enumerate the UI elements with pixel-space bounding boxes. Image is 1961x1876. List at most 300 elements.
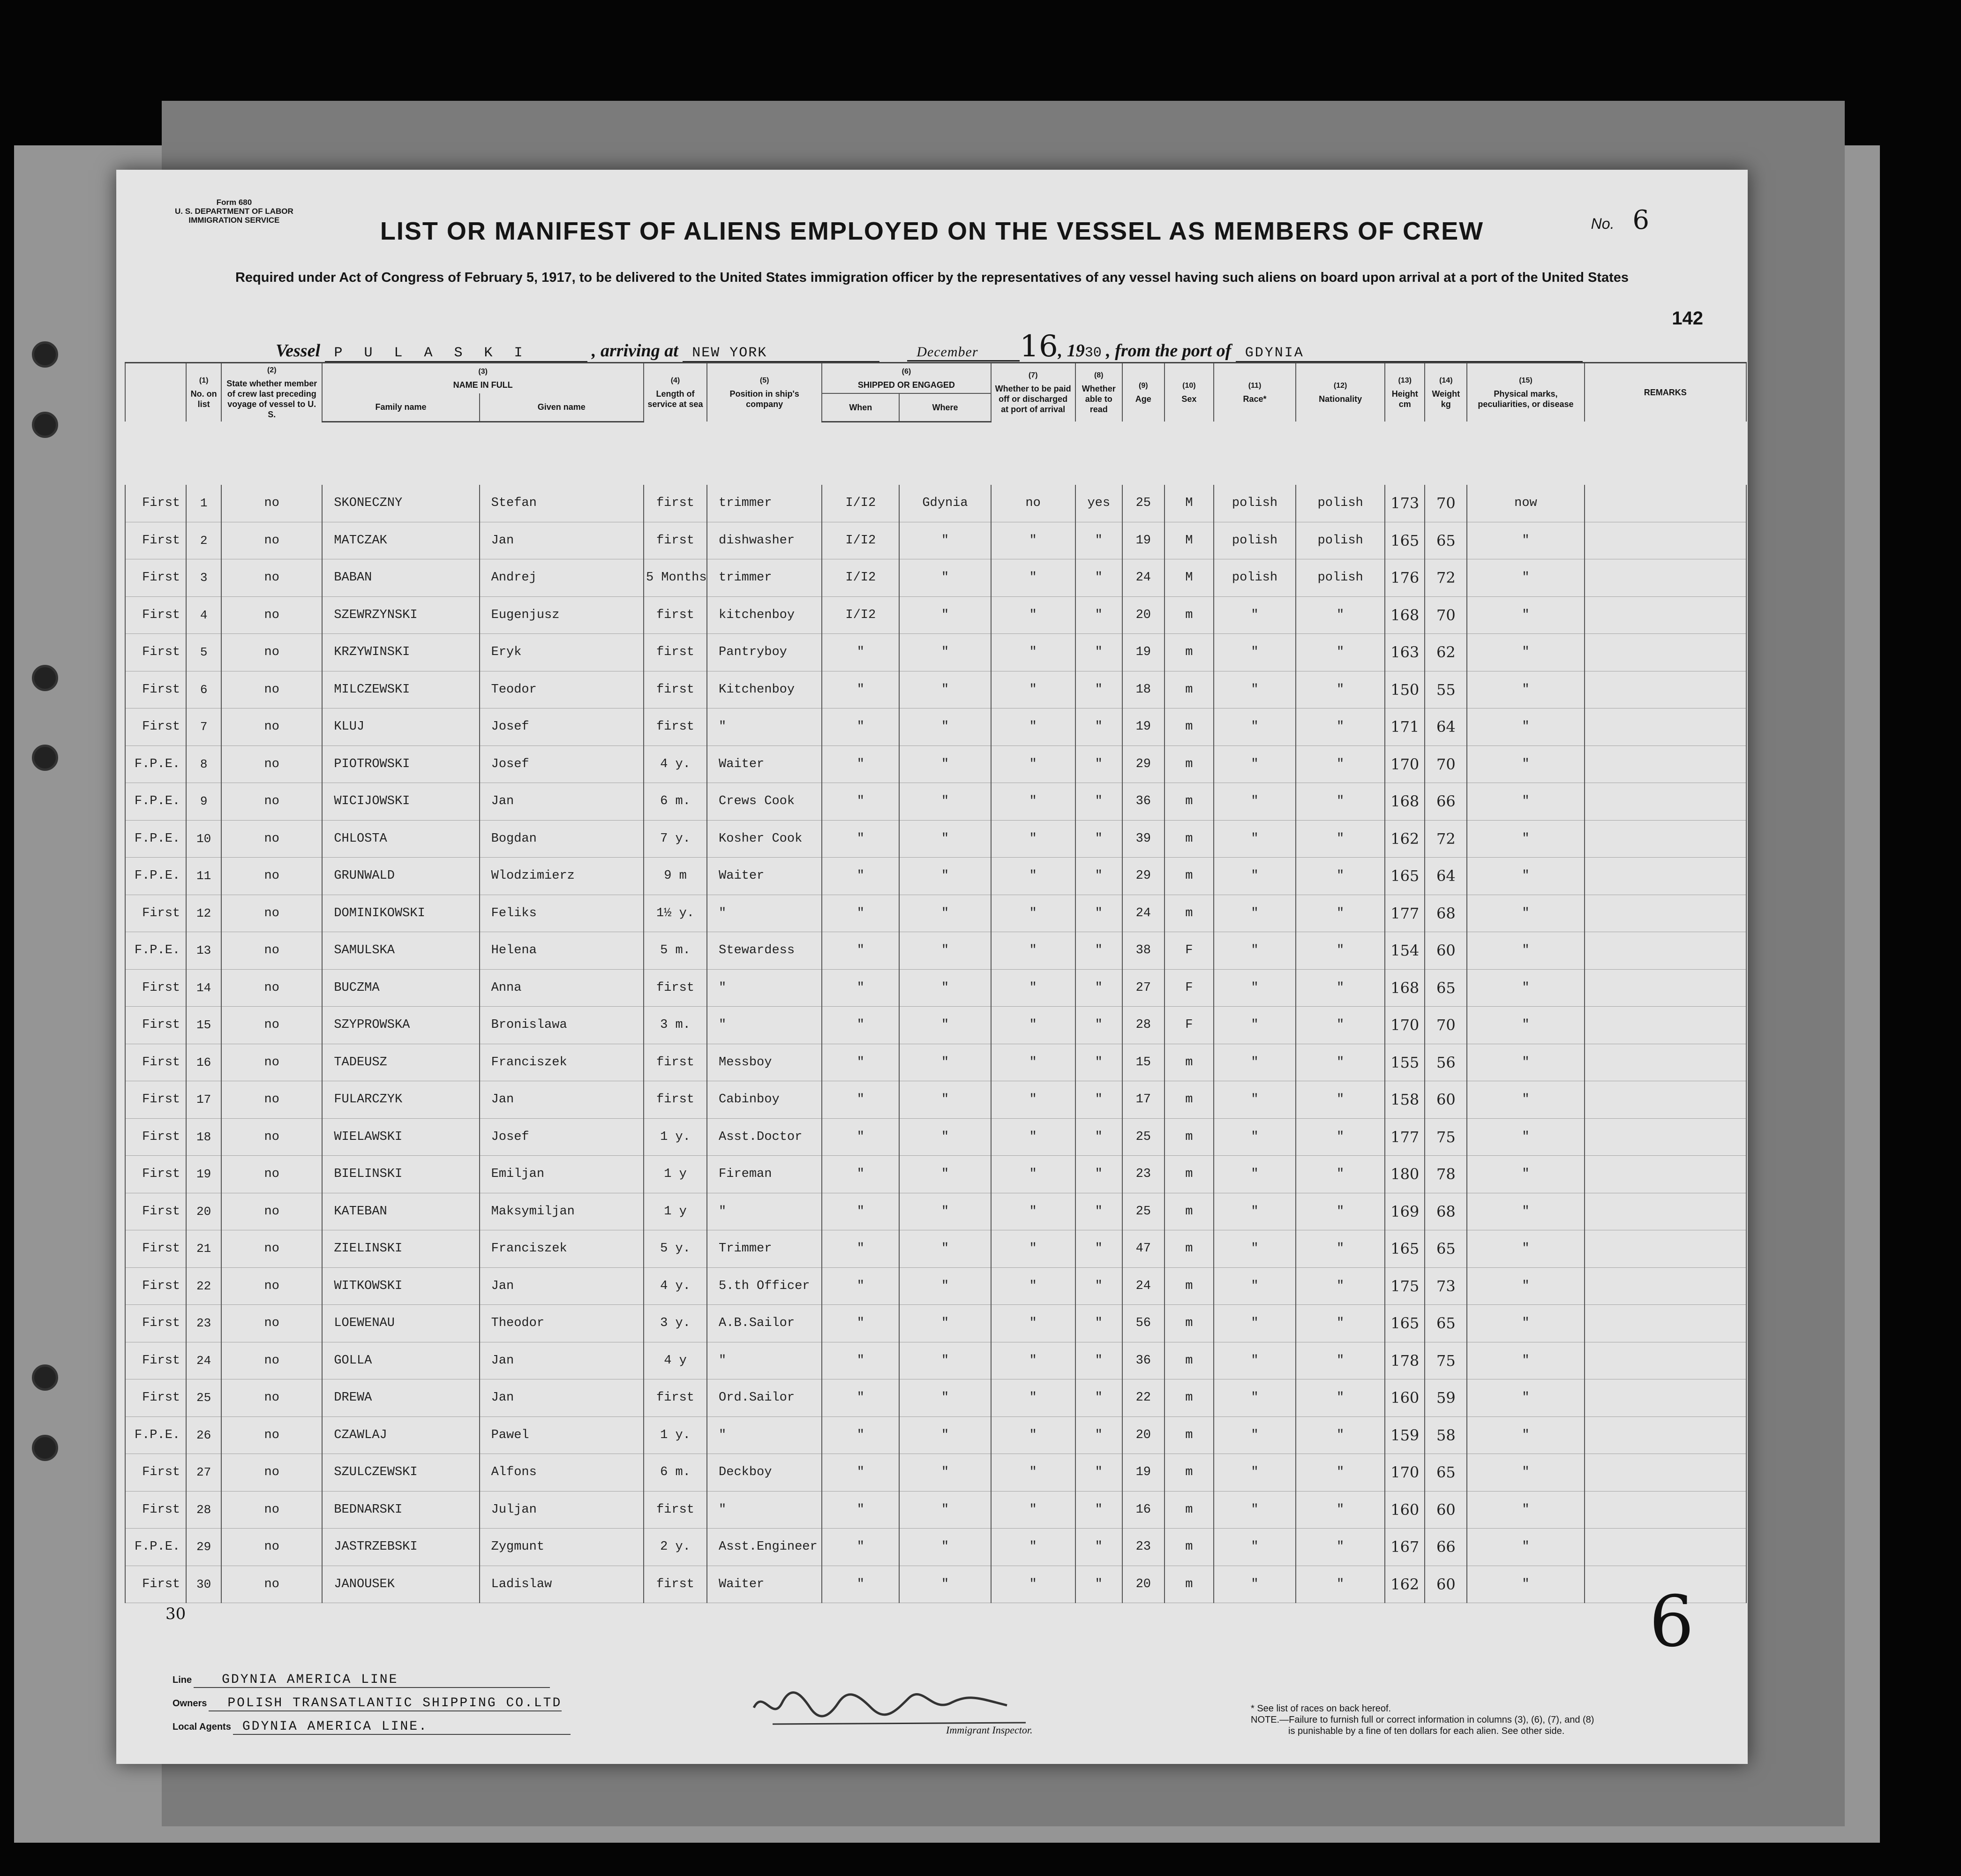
position-cell: Waiter: [707, 746, 822, 783]
paid-off-cell: ": [991, 559, 1075, 597]
given-name-cell: Josef: [480, 1118, 644, 1156]
race-cell: ": [1214, 596, 1296, 634]
previous-voyage-cell: no: [221, 1454, 322, 1492]
family-name-cell: BABAN: [322, 559, 479, 597]
weight-cell: 56: [1425, 1044, 1467, 1081]
age-cell: 15: [1122, 1044, 1165, 1081]
shipped-where-cell: ": [899, 895, 991, 932]
year-suffix: 30: [1084, 345, 1102, 361]
weight-cell: 65: [1425, 1305, 1467, 1342]
class-cell: First: [125, 1491, 186, 1529]
row-number-cell: 24: [186, 1342, 221, 1379]
position-cell: Kitchenboy: [707, 671, 822, 708]
row-number-cell: 26: [186, 1416, 221, 1454]
nationality-cell: ": [1296, 1193, 1385, 1230]
given-name-cell: Maksymiljan: [480, 1193, 644, 1230]
position-cell: Kosher Cook: [707, 820, 822, 858]
age-cell: 23: [1122, 1156, 1165, 1193]
nationality-cell: ": [1296, 969, 1385, 1007]
owners-field: [173, 1696, 562, 1711]
paid-off-cell: ": [991, 1044, 1075, 1081]
crew-row: [125, 1379, 1746, 1417]
crew-row: [125, 1007, 1746, 1044]
nationality-cell: ": [1296, 932, 1385, 970]
service-length-cell: first: [644, 1566, 707, 1603]
shipped-when-cell: ": [822, 932, 899, 970]
given-name-cell: Wlodzimierz: [480, 858, 644, 895]
race-cell: ": [1214, 820, 1296, 858]
service-length-cell: 5 m.: [644, 932, 707, 970]
previous-voyage-cell: no: [221, 1230, 322, 1268]
year-prefix: , 19: [1058, 341, 1085, 361]
able-to-read-cell: ": [1075, 783, 1122, 821]
service-line: IMMIGRATION SERVICE: [188, 216, 280, 225]
header-when: When: [822, 393, 899, 422]
class-cell: F.P.E.: [125, 858, 186, 895]
position-cell: kitchenboy: [707, 596, 822, 634]
shipped-when-cell: ": [822, 671, 899, 708]
service-length-cell: first: [644, 1081, 707, 1119]
row-number-cell: 2: [186, 522, 221, 559]
age-cell: 19: [1122, 708, 1165, 746]
race-cell: ": [1214, 1230, 1296, 1268]
family-name-cell: WIELAWSKI: [322, 1118, 479, 1156]
able-to-read-cell: ": [1075, 1230, 1122, 1268]
weight-cell: 65: [1425, 969, 1467, 1007]
row-number-cell: 11: [186, 858, 221, 895]
position-cell: Ord.Sailor: [707, 1379, 822, 1417]
height-cell: 177: [1385, 895, 1425, 932]
count-annotation: 30: [165, 1605, 186, 1623]
row-number-cell: 21: [186, 1230, 221, 1268]
previous-voyage-cell: no: [221, 1007, 322, 1044]
shipped-where-cell: ": [899, 783, 991, 821]
weight-cell: 65: [1425, 522, 1467, 559]
line-field: [173, 1673, 550, 1688]
age-cell: 25: [1122, 1193, 1165, 1230]
crew-row: [125, 1156, 1746, 1193]
margin-annotation-six: 6: [1649, 1581, 1694, 1663]
family-name-cell: GRUNWALD: [322, 858, 479, 895]
header-previous-voyage: (2) State whether member of crew last preceding voyage of vessel to U. S.: [221, 363, 322, 422]
inspector-label: Immigrant Inspector.: [946, 1724, 1033, 1736]
remarks-cell: [1585, 1416, 1746, 1454]
given-name-cell: Franciszek: [480, 1230, 644, 1268]
physical-marks-cell: ": [1467, 1566, 1584, 1603]
weight-cell: 65: [1425, 1454, 1467, 1492]
race-cell: ": [1214, 1267, 1296, 1305]
family-name-cell: JASTRZEBSKI: [322, 1529, 479, 1566]
paid-off-cell: ": [991, 932, 1075, 970]
given-name-cell: Jan: [480, 522, 644, 559]
class-cell: First: [125, 671, 186, 708]
race-cell: ": [1214, 1156, 1296, 1193]
crew-row: [125, 1491, 1746, 1529]
position-cell: Crews Cook: [707, 783, 822, 821]
shipped-when-cell: ": [822, 783, 899, 821]
weight-cell: 55: [1425, 671, 1467, 708]
age-cell: 39: [1122, 820, 1165, 858]
race-cell: ": [1214, 1305, 1296, 1342]
height-cell: 159: [1385, 1416, 1425, 1454]
sex-cell: m: [1165, 1416, 1214, 1454]
age-cell: 25: [1122, 1118, 1165, 1156]
family-name-cell: WICIJOWSKI: [322, 783, 479, 821]
nationality-cell: ": [1296, 1529, 1385, 1566]
service-length-cell: first: [644, 634, 707, 671]
weight-cell: 65: [1425, 1230, 1467, 1268]
given-name-cell: Jan: [480, 1081, 644, 1119]
crew-row: [125, 746, 1746, 783]
sex-cell: m: [1165, 1529, 1214, 1566]
sex-cell: M: [1165, 485, 1214, 522]
weight-cell: 68: [1425, 1193, 1467, 1230]
previous-voyage-cell: no: [221, 1267, 322, 1305]
class-cell: First: [125, 634, 186, 671]
physical-marks-cell: ": [1467, 708, 1584, 746]
previous-voyage-cell: no: [221, 559, 322, 597]
paid-off-cell: ": [991, 1454, 1075, 1492]
nationality-cell: ": [1296, 634, 1385, 671]
shipped-when-cell: ": [822, 1566, 899, 1603]
service-length-cell: 1 y: [644, 1156, 707, 1193]
position-cell: ": [707, 1342, 822, 1379]
physical-marks-cell: ": [1467, 1081, 1584, 1119]
race-cell: ": [1214, 1007, 1296, 1044]
class-cell: First: [125, 559, 186, 597]
agents-label: Local Agents: [173, 1722, 231, 1732]
class-cell: First: [125, 708, 186, 746]
shipped-when-cell: ": [822, 969, 899, 1007]
races-note: * See list of races on back hereof.: [1251, 1703, 1391, 1714]
shipped-where-cell: ": [899, 858, 991, 895]
given-name-cell: Stefan: [480, 485, 644, 522]
position-cell: ": [707, 969, 822, 1007]
service-length-cell: 5 y.: [644, 1230, 707, 1268]
service-length-cell: first: [644, 1044, 707, 1081]
height-cell: 167: [1385, 1529, 1425, 1566]
position-cell: ": [707, 1416, 822, 1454]
remarks-cell: [1585, 1156, 1746, 1193]
height-cell: 180: [1385, 1156, 1425, 1193]
race-cell: ": [1214, 1193, 1296, 1230]
able-to-read-cell: ": [1075, 746, 1122, 783]
paid-off-cell: ": [991, 1118, 1075, 1156]
crew-row: [125, 1193, 1746, 1230]
family-name-cell: PIOTROWSKI: [322, 746, 479, 783]
age-cell: 29: [1122, 858, 1165, 895]
nationality-cell: ": [1296, 783, 1385, 821]
remarks-cell: [1585, 1193, 1746, 1230]
sex-cell: F: [1165, 932, 1214, 970]
service-length-cell: 4 y: [644, 1342, 707, 1379]
shipped-where-cell: ": [899, 1267, 991, 1305]
age-cell: 38: [1122, 932, 1165, 970]
weight-cell: 72: [1425, 559, 1467, 597]
nationality-cell: polish: [1296, 559, 1385, 597]
document-subtitle: Required under Act of Congress of February 5, 1917, to be delivered to the United States immigration officer by the representatives of any vessel having such aliens on board upon arrival at a port of the United States: [235, 270, 1629, 285]
service-length-cell: first: [644, 596, 707, 634]
given-name-cell: Eryk: [480, 634, 644, 671]
family-name-cell: SZEWRZYNSKI: [322, 596, 479, 634]
given-name-cell: Teodor: [480, 671, 644, 708]
arrival-port: NEW YORK: [683, 345, 879, 362]
race-cell: polish: [1214, 559, 1296, 597]
row-number-cell: 1: [186, 485, 221, 522]
shipped-when-cell: ": [822, 1305, 899, 1342]
race-cell: ": [1214, 783, 1296, 821]
position-cell: dishwasher: [707, 522, 822, 559]
family-name-cell: KRZYWINSKI: [322, 634, 479, 671]
shipped-where-cell: ": [899, 969, 991, 1007]
previous-voyage-cell: no: [221, 1342, 322, 1379]
given-name-cell: Jan: [480, 1379, 644, 1417]
header-shipped-or-engaged: (6) SHIPPED OR ENGAGED: [822, 363, 991, 394]
height-cell: 168: [1385, 596, 1425, 634]
able-to-read-cell: ": [1075, 1305, 1122, 1342]
physical-marks-cell: ": [1467, 895, 1584, 932]
weight-cell: 60: [1425, 1491, 1467, 1529]
paid-off-cell: ": [991, 1193, 1075, 1230]
sex-cell: m: [1165, 1118, 1214, 1156]
race-cell: ": [1214, 895, 1296, 932]
row-number-cell: 3: [186, 559, 221, 597]
weight-cell: 66: [1425, 783, 1467, 821]
shipped-when-cell: ": [822, 1454, 899, 1492]
able-to-read-cell: ": [1075, 708, 1122, 746]
race-cell: ": [1214, 969, 1296, 1007]
weight-cell: 60: [1425, 1566, 1467, 1603]
physical-marks-cell: ": [1467, 1007, 1584, 1044]
manifest-number-value: 6: [1632, 205, 1649, 235]
paid-off-cell: no: [991, 485, 1075, 522]
binder-hole: [32, 1364, 58, 1391]
shipped-when-cell: I/I2: [822, 559, 899, 597]
shipped-where-cell: ": [899, 1118, 991, 1156]
remarks-cell: [1585, 1044, 1746, 1081]
crew-row: [125, 596, 1746, 634]
position-cell: Waiter: [707, 1566, 822, 1603]
binder-hole: [32, 341, 58, 368]
position-cell: ": [707, 708, 822, 746]
height-cell: 165: [1385, 858, 1425, 895]
able-to-read-cell: ": [1075, 1566, 1122, 1603]
given-name-cell: Andrej: [480, 559, 644, 597]
given-name-cell: Feliks: [480, 895, 644, 932]
paid-off-cell: ": [991, 1416, 1075, 1454]
crew-row: [125, 522, 1746, 559]
physical-marks-cell: ": [1467, 596, 1584, 634]
age-cell: 20: [1122, 1566, 1165, 1603]
class-cell: First: [125, 1267, 186, 1305]
line-value: GDYNIA AMERICA LINE: [194, 1673, 550, 1688]
service-length-cell: 4 y.: [644, 1267, 707, 1305]
previous-voyage-cell: no: [221, 1156, 322, 1193]
crew-row: [125, 1081, 1746, 1119]
paid-off-cell: ": [991, 671, 1075, 708]
physical-marks-cell: ": [1467, 858, 1584, 895]
physical-marks-cell: ": [1467, 634, 1584, 671]
class-cell: F.P.E.: [125, 1529, 186, 1566]
binder-hole: [32, 745, 58, 771]
nationality-cell: ": [1296, 671, 1385, 708]
row-number-cell: 4: [186, 596, 221, 634]
remarks-cell: [1585, 969, 1746, 1007]
service-length-cell: first: [644, 485, 707, 522]
crew-row: [125, 1529, 1746, 1566]
previous-voyage-cell: no: [221, 485, 322, 522]
position-cell: Deckboy: [707, 1454, 822, 1492]
header-age: (9) Age: [1122, 363, 1165, 422]
previous-voyage-cell: no: [221, 895, 322, 932]
crew-row: [125, 969, 1746, 1007]
able-to-read-cell: ": [1075, 1416, 1122, 1454]
shipped-when-cell: ": [822, 858, 899, 895]
sex-cell: m: [1165, 708, 1214, 746]
height-cell: 150: [1385, 671, 1425, 708]
weight-cell: 60: [1425, 1081, 1467, 1119]
given-name-cell: Franciszek: [480, 1044, 644, 1081]
shipped-where-cell: Gdynia: [899, 485, 991, 522]
previous-voyage-cell: no: [221, 596, 322, 634]
shipped-when-cell: ": [822, 895, 899, 932]
race-cell: ": [1214, 1454, 1296, 1492]
paid-off-cell: ": [991, 895, 1075, 932]
able-to-read-cell: ": [1075, 932, 1122, 970]
shipped-where-cell: ": [899, 596, 991, 634]
family-name-cell: GOLLA: [322, 1342, 479, 1379]
crew-row: [125, 671, 1746, 708]
vessel-line: [276, 329, 1583, 364]
header-position: (5) Position in ship's company: [707, 363, 822, 422]
row-number-cell: 15: [186, 1007, 221, 1044]
class-cell: First: [125, 522, 186, 559]
header-no-on-list: (1) No. on list: [186, 363, 221, 422]
given-name-cell: Emiljan: [480, 1156, 644, 1193]
given-name-cell: Jan: [480, 1267, 644, 1305]
remarks-cell: [1585, 1342, 1746, 1379]
age-cell: 36: [1122, 783, 1165, 821]
remarks-cell: [1585, 858, 1746, 895]
position-cell: ": [707, 1491, 822, 1529]
race-cell: ": [1214, 1342, 1296, 1379]
remarks-cell: [1585, 1267, 1746, 1305]
race-cell: ": [1214, 1416, 1296, 1454]
crew-row: [125, 783, 1746, 821]
crew-row: [125, 1454, 1746, 1492]
weight-cell: 66: [1425, 1529, 1467, 1566]
header-nationality: (12) Nationality: [1296, 363, 1385, 422]
department-line: U. S. DEPARTMENT OF LABOR: [175, 207, 293, 216]
shipped-where-cell: ": [899, 522, 991, 559]
family-name-cell: BIELINSKI: [322, 1156, 479, 1193]
row-number-cell: 13: [186, 932, 221, 970]
class-cell: First: [125, 1156, 186, 1193]
physical-marks-cell: ": [1467, 1044, 1584, 1081]
weight-cell: 62: [1425, 634, 1467, 671]
header-height: (13) Height cm: [1385, 363, 1425, 422]
sex-cell: m: [1165, 1081, 1214, 1119]
remarks-cell: [1585, 1230, 1746, 1268]
class-cell: F.P.E.: [125, 820, 186, 858]
remarks-cell: [1585, 895, 1746, 932]
paid-off-cell: ": [991, 746, 1075, 783]
previous-voyage-cell: no: [221, 522, 322, 559]
given-name-cell: Josef: [480, 746, 644, 783]
row-number-cell: 30: [186, 1566, 221, 1603]
family-name-cell: SKONECZNY: [322, 485, 479, 522]
physical-marks-cell: now: [1467, 485, 1584, 522]
shipped-where-cell: ": [899, 1007, 991, 1044]
given-name-cell: Zygmunt: [480, 1529, 644, 1566]
previous-voyage-cell: no: [221, 1379, 322, 1417]
remarks-cell: [1585, 1007, 1746, 1044]
previous-voyage-cell: no: [221, 969, 322, 1007]
position-cell: Stewardess: [707, 932, 822, 970]
position-cell: Asst.Doctor: [707, 1118, 822, 1156]
shipped-when-cell: ": [822, 1267, 899, 1305]
able-to-read-cell: ": [1075, 1193, 1122, 1230]
able-to-read-cell: ": [1075, 559, 1122, 597]
crew-row: [125, 932, 1746, 970]
nationality-cell: ": [1296, 1491, 1385, 1529]
header-where: Where: [899, 393, 991, 422]
height-cell: 160: [1385, 1491, 1425, 1529]
sex-cell: m: [1165, 783, 1214, 821]
shipped-when-cell: I/I2: [822, 596, 899, 634]
previous-voyage-cell: no: [221, 1044, 322, 1081]
service-length-cell: 9 m: [644, 858, 707, 895]
weight-cell: 75: [1425, 1118, 1467, 1156]
row-number-cell: 27: [186, 1454, 221, 1492]
remarks-cell: [1585, 1305, 1746, 1342]
remarks-cell: [1585, 522, 1746, 559]
height-cell: 162: [1385, 1566, 1425, 1603]
nationality-cell: ": [1296, 1379, 1385, 1417]
race-cell: polish: [1214, 485, 1296, 522]
able-to-read-cell: ": [1075, 1491, 1122, 1529]
arrival-month: December: [907, 344, 1020, 362]
service-length-cell: 1 y.: [644, 1118, 707, 1156]
shipped-when-cell: ": [822, 1230, 899, 1268]
given-name-cell: Anna: [480, 969, 644, 1007]
shipped-where-cell: ": [899, 634, 991, 671]
height-cell: 154: [1385, 932, 1425, 970]
nationality-cell: ": [1296, 858, 1385, 895]
paid-off-cell: ": [991, 969, 1075, 1007]
paid-off-cell: ": [991, 634, 1075, 671]
height-cell: 155: [1385, 1044, 1425, 1081]
remarks-cell: [1585, 708, 1746, 746]
given-name-cell: Jan: [480, 1342, 644, 1379]
remarks-cell: [1585, 746, 1746, 783]
height-cell: 178: [1385, 1342, 1425, 1379]
crew-rows: [125, 485, 1746, 1603]
shipped-when-cell: ": [822, 1342, 899, 1379]
shipped-where-cell: ": [899, 1230, 991, 1268]
able-to-read-cell: ": [1075, 1007, 1122, 1044]
sex-cell: m: [1165, 1267, 1214, 1305]
crew-row: [125, 634, 1746, 671]
physical-marks-cell: ": [1467, 783, 1584, 821]
physical-marks-cell: ": [1467, 1342, 1584, 1379]
physical-marks-cell: ": [1467, 969, 1584, 1007]
weight-cell: 64: [1425, 708, 1467, 746]
nationality-cell: ": [1296, 1342, 1385, 1379]
family-name-cell: JANOUSEK: [322, 1566, 479, 1603]
family-name-cell: SZULCZEWSKI: [322, 1454, 479, 1492]
paid-off-cell: ": [991, 1007, 1075, 1044]
